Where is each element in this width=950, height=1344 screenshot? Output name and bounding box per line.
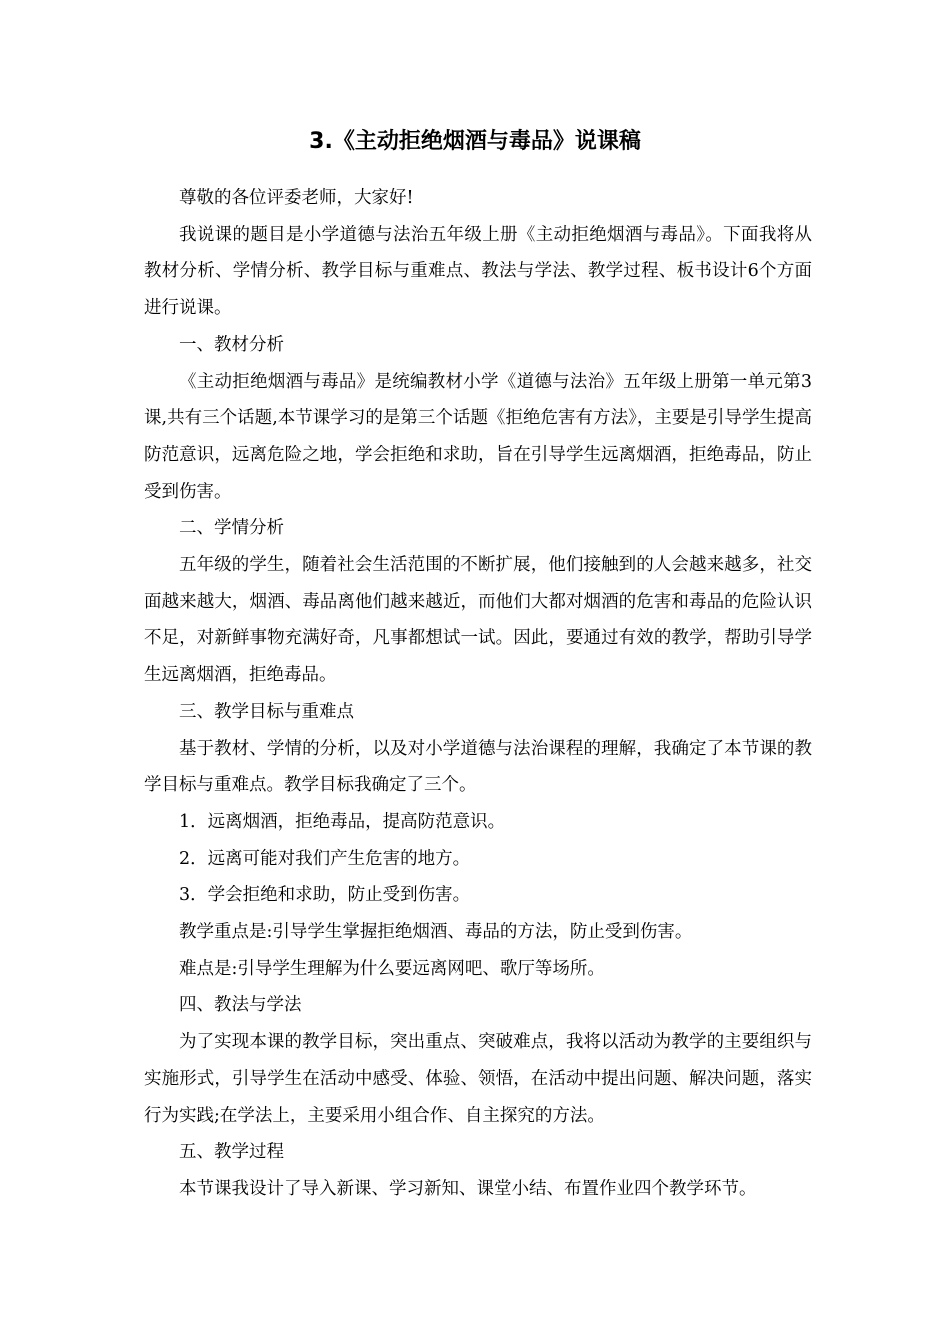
- paragraph-student-analysis: 五年级的学生，随着社会生活范围的不断扩展，他们接触到的人会越来越多，社交面越来越大，烟酒、毒品离他们越来越近，而他们大都对烟酒的危害和毒品的危险认识不足，对新鲜事物充满好奇，凡事都想试一试。因此，要通过有效的教学，帮助引导学生远离烟酒，拒绝毒品。: [144, 555, 812, 686]
- paragraph-difficult-point: 难点是:引导学生理解为什么要远离网吧、歌厅等场所。: [179, 958, 605, 979]
- section-heading-process: 五、教学过程: [179, 1142, 284, 1163]
- paragraph-methods: 为了实现本课的教学目标，突出重点、突破难点，我将以活动为教学的主要组织与实施形式，引导学生在活动中感受、体验、领悟，在活动中提出问题、解决问题，落实行为实践;在学法上，主要采用小组合作、自主探究的方法。: [144, 1032, 812, 1126]
- paragraph-key-point: 教学重点是:引导学生掌握拒绝烟酒、毒品的方法，防止受到伤害。: [179, 922, 693, 943]
- objective-item-3: 3．学会拒绝和求助，防止受到伤害。: [179, 885, 471, 906]
- paragraph-process: 本节课我设计了导入新课、学习新知、课堂小结、布置作业四个教学环节。: [179, 1178, 757, 1199]
- paragraph-objectives: 基于教材、学情的分析，以及对小学道德与法治课程的理解，我确定了本节课的教学目标与重难点。教学目标我确定了三个。: [144, 738, 812, 796]
- paragraph-textbook-analysis: 《主动拒绝烟酒与毒品》是统编教材小学《道德与法治》五年级上册第一单元第3课,共有三个话题,本节课学习的是第三个话题《拒绝危害有方法》，主要是引导学生提高防范意识，远离危险之地，学会拒绝和求助，旨在引导学生远离烟酒，拒绝毒品，防止受到伤害。: [144, 371, 812, 502]
- document-body: [144, 180, 812, 1208]
- paragraph-greeting: 尊敬的各位评委老师，大家好!: [179, 188, 414, 208]
- document-title: 3.《主动拒绝烟酒与毒品》说课稿: [309, 129, 641, 154]
- objective-item-1: 1．远离烟酒，拒绝毒品，提高防范意识。: [179, 811, 506, 832]
- paragraph-intro: 我说课的题目是小学道德与法治五年级上册《主动拒绝烟酒与毒品》。下面我将从教材分析、学情分析、教学目标与重难点、教法与学法、教学过程、板书设计6个方面进行说课。: [144, 224, 812, 319]
- section-heading-objectives: 三、教学目标与重难点: [179, 701, 354, 722]
- objective-item-2: 2．远离可能对我们产生危害的地方。: [179, 848, 471, 869]
- section-heading-textbook-analysis: 一、教材分析: [179, 334, 284, 355]
- section-heading-student-analysis: 二、学情分析: [179, 518, 284, 539]
- section-heading-methods: 四、教法与学法: [179, 995, 302, 1016]
